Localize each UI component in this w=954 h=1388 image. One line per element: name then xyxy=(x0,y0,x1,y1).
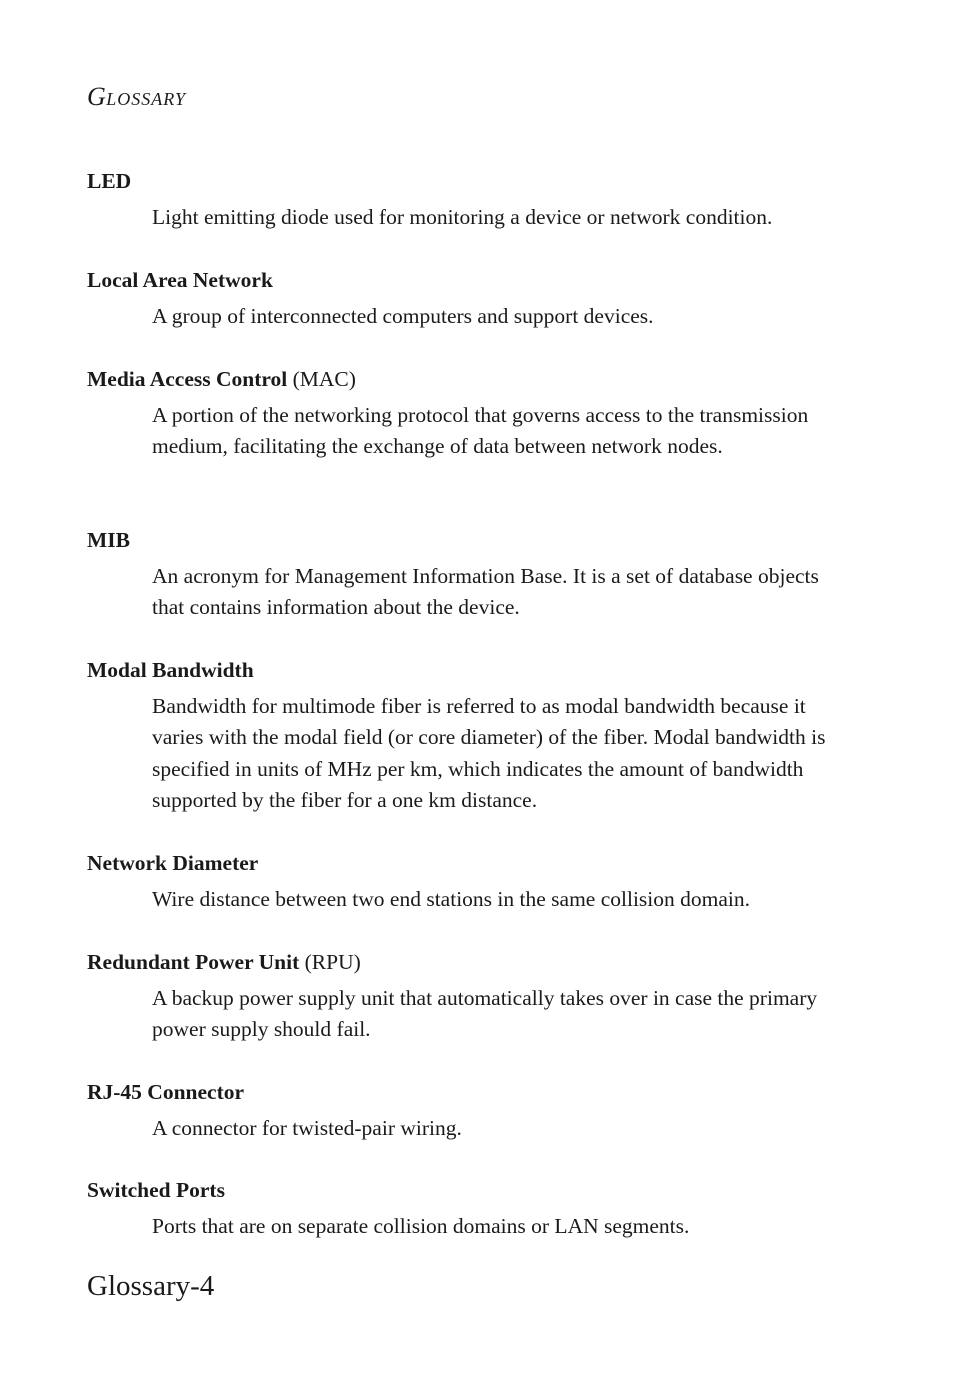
running-head xyxy=(87,82,186,112)
entry-definition: A portion of the networking protocol that governs access to the transmission medium, facilitating the exchange of data between network nodes. xyxy=(152,403,809,459)
entry-definition: Light emitting diode used for monitoring a device or network condition. xyxy=(152,205,773,229)
term-name: Modal Bandwidth xyxy=(87,658,254,682)
term-name: RJ-45 Connector xyxy=(87,1080,245,1104)
glossary-entry-local-area-network xyxy=(87,265,847,332)
entry-term xyxy=(87,1077,847,1107)
entry-definition: Ports that are on separate collision domains or LAN segments. xyxy=(152,1214,690,1238)
entry-term xyxy=(87,525,847,555)
glossary-entry-media-access-control xyxy=(87,364,847,463)
term-name: Media Access Control xyxy=(87,367,288,391)
glossary-entry-led xyxy=(87,166,847,233)
entry-term xyxy=(87,265,847,295)
glossary-entry-rj45-connector xyxy=(87,1077,847,1144)
entry-definition: Wire distance between two end stations in the same collision domain. xyxy=(152,887,751,911)
glossary-entry-network-diameter xyxy=(87,848,847,915)
running-head-initial: G xyxy=(87,82,107,111)
term-name: Redundant Power Unit xyxy=(87,950,300,974)
term-abbr: (RPU) xyxy=(299,950,361,974)
entry-term xyxy=(87,364,847,394)
entry-term xyxy=(87,1175,847,1205)
term-name: MIB xyxy=(87,528,130,552)
glossary-entry-modal-bandwidth xyxy=(87,655,847,816)
entry-definition: A connector for twisted-pair wiring. xyxy=(152,1116,462,1140)
glossary-entry-mib xyxy=(87,525,847,624)
entry-definition: An acronym for Management Information Base. It is a set of database objects that contains information about the device. xyxy=(152,564,819,620)
entry-term xyxy=(87,166,847,196)
entry-definition: Bandwidth for multimode fiber is referred to as modal bandwidth because it varies with the modal field (or core diameter) of the fiber. Modal bandwidth is specified in units of MHz per km, which indicates the amount of bandwidth supported by the fiber for a one km distance. xyxy=(152,694,826,812)
page-number: Glossary-4 xyxy=(87,1270,215,1302)
glossary-entry-redundant-power-unit xyxy=(87,947,847,1046)
entry-definition: A backup power supply unit that automatically takes over in case the primary power supply should fail. xyxy=(152,986,818,1042)
entry-term xyxy=(87,655,847,685)
term-abbr: (MAC) xyxy=(287,367,356,391)
entry-term xyxy=(87,848,847,878)
term-name: Local Area Network xyxy=(87,268,273,292)
entry-definition: A group of interconnected computers and support devices. xyxy=(152,304,654,328)
term-name: LED xyxy=(87,169,132,193)
term-name: Network Diameter xyxy=(87,851,259,875)
running-head-rest: LOSSARY xyxy=(106,89,186,109)
term-name: Switched Ports xyxy=(87,1178,225,1202)
entry-term xyxy=(87,947,847,977)
glossary-entry-switched-ports xyxy=(87,1175,847,1242)
